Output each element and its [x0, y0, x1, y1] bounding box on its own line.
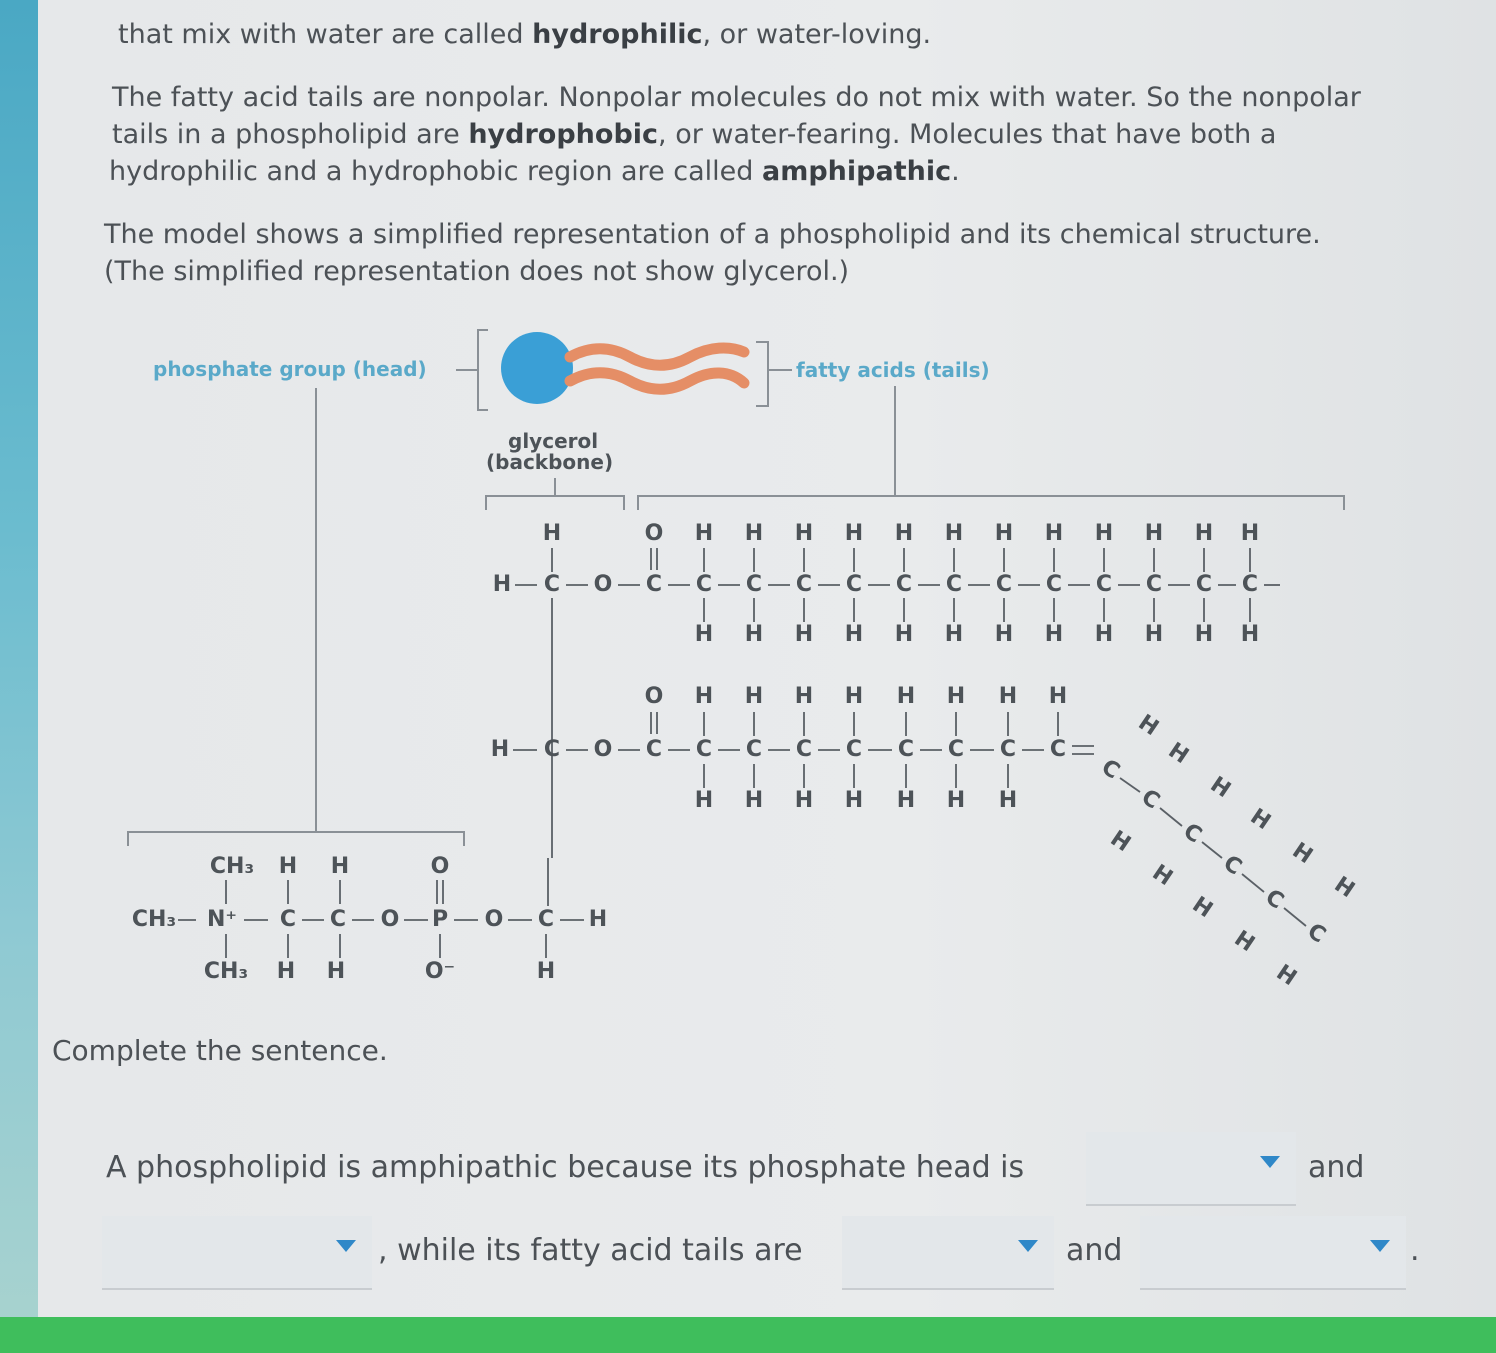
atom-C: C	[1178, 818, 1206, 849]
term-amphipathic: amphipathic	[761, 156, 952, 187]
atom-H: H	[744, 521, 764, 546]
atom-C: C	[543, 737, 561, 762]
intro-text: The model shows a simplified representation of a phospholipid and its chemical structure.	[104, 219, 1321, 250]
atom-C: C	[279, 907, 297, 932]
atom-C: C	[695, 572, 713, 597]
atom-C: C	[543, 572, 561, 597]
atom-H: H	[944, 622, 964, 647]
intro-text: (The simplified representation does not show glycerol.)	[104, 256, 850, 287]
label-glycerol-backbone: (backbone)	[486, 450, 614, 474]
atom-H: H	[536, 959, 556, 984]
chevron-down-icon	[1370, 1240, 1390, 1252]
atom-H: H	[1329, 872, 1359, 904]
atom-C: C	[745, 737, 763, 762]
atom-C: C	[645, 572, 663, 597]
atom-C: C	[1195, 572, 1213, 597]
atom-H: H	[1245, 804, 1275, 836]
sentence-and-1: and	[1308, 1150, 1365, 1185]
atom-H: H	[794, 684, 814, 709]
intro-text: The fatty acid tails are nonpolar. Nonpolar molecules do not mix with water. So the nonpolar	[112, 82, 1361, 113]
atom-H: H	[794, 788, 814, 813]
atom-H: H	[896, 684, 916, 709]
atom-C: C	[1145, 572, 1163, 597]
atom-H: H	[1229, 926, 1259, 958]
atom-H: H	[794, 521, 814, 546]
head-property-dropdown-2[interactable]	[102, 1216, 372, 1290]
sentence-and-2: and	[1066, 1233, 1123, 1268]
atom-H: H	[1094, 622, 1114, 647]
atom-C: C	[1218, 850, 1246, 881]
atom-H: H	[278, 854, 298, 879]
term-hydrophilic: hydrophilic	[532, 19, 703, 50]
label-fatty-acids: fatty acids (tails)	[796, 358, 990, 382]
atom-H: H	[1048, 684, 1068, 709]
atom-CH3: CH₃	[203, 959, 249, 984]
atom-C: C	[1241, 572, 1259, 597]
atom-H: H	[896, 788, 916, 813]
atom-H: H	[844, 622, 864, 647]
atom-C: C	[537, 907, 555, 932]
chevron-down-icon	[1018, 1240, 1038, 1252]
atom-C: C	[1045, 572, 1063, 597]
tail-property-dropdown-1[interactable]	[842, 1216, 1054, 1290]
atom-CH3: CH₃	[131, 907, 177, 932]
atom-C: C	[1049, 737, 1067, 762]
tail-property-dropdown-2[interactable]	[1140, 1216, 1406, 1290]
atom-O: O	[593, 572, 613, 597]
intro-text: tails in a phospholipid are	[112, 119, 469, 150]
atom-N: N⁺	[206, 907, 238, 932]
atom-C: C	[795, 737, 813, 762]
atom-H: H	[998, 788, 1018, 813]
atom-H: H	[794, 622, 814, 647]
atom-H: H	[1240, 521, 1260, 546]
atom-O: O	[430, 854, 450, 879]
atom-C: C	[329, 907, 347, 932]
atom-H: H	[490, 737, 510, 762]
atom-H: H	[492, 572, 512, 597]
atom-H: H	[1144, 622, 1164, 647]
atom-C: C	[1136, 784, 1164, 815]
atom-C: C	[695, 737, 713, 762]
atom-H: H	[894, 622, 914, 647]
atom-H: H	[1133, 710, 1163, 742]
atom-H: H	[694, 622, 714, 647]
atom-C: C	[1302, 918, 1330, 949]
atom-H: H	[1094, 521, 1114, 546]
head-property-dropdown-1[interactable]	[1086, 1132, 1296, 1206]
single-bond	[1284, 908, 1306, 926]
chevron-down-icon	[336, 1240, 356, 1252]
head-circle	[501, 332, 573, 404]
atom-H: H	[1044, 521, 1064, 546]
sentence-end: .	[1410, 1233, 1420, 1268]
atom-C: C	[795, 572, 813, 597]
atom-H: H	[694, 521, 714, 546]
atom-H: H	[1287, 838, 1317, 870]
term-hydrophobic: hydrophobic	[468, 119, 659, 150]
atom-H: H	[944, 521, 964, 546]
atom-H: H	[1144, 521, 1164, 546]
atom-H: H	[330, 854, 350, 879]
atom-H: H	[326, 959, 346, 984]
atom-H: H	[1163, 738, 1193, 770]
atom-H: H	[1044, 622, 1064, 647]
label-glycerol: glycerol	[508, 429, 599, 453]
prompt-text: Complete the sentence.	[52, 1034, 388, 1067]
bottom-bar	[0, 1317, 1496, 1353]
atom-C: C	[645, 737, 663, 762]
atom-H: H	[694, 684, 714, 709]
chevron-down-icon	[1260, 1156, 1280, 1168]
single-bond	[1242, 874, 1264, 892]
atom-C: C	[895, 572, 913, 597]
atom-Ominus: O⁻	[424, 959, 456, 984]
atom-H: H	[946, 684, 966, 709]
atom-C: C	[1096, 754, 1124, 785]
atom-H: H	[744, 788, 764, 813]
atom-C: C	[1260, 884, 1288, 915]
label-phosphate-head: phosphate group (head)	[153, 357, 427, 381]
atom-H: H	[1271, 960, 1301, 992]
atom-C: C	[945, 572, 963, 597]
tail-wave-2	[570, 373, 744, 390]
atom-C: C	[897, 737, 915, 762]
atom-H: H	[844, 788, 864, 813]
atom-H: H	[744, 684, 764, 709]
atom-O: O	[644, 521, 664, 546]
atom-H: H	[1147, 860, 1177, 892]
sentence-part-2: , while its fatty acid tails are	[378, 1233, 803, 1268]
atom-H: H	[542, 521, 562, 546]
intro-text: .	[951, 156, 960, 187]
atom-C: C	[845, 572, 863, 597]
atom-C: C	[1095, 572, 1113, 597]
single-bond	[1120, 778, 1140, 792]
atom-C: C	[999, 737, 1017, 762]
atom-H: H	[588, 907, 608, 932]
atom-P: P	[431, 907, 449, 932]
atom-C: C	[845, 737, 863, 762]
atom-C: C	[947, 737, 965, 762]
atom-O: O	[484, 907, 504, 932]
atom-H: H	[1194, 521, 1214, 546]
intro-text: , or water-loving.	[702, 19, 932, 50]
atom-H: H	[694, 788, 714, 813]
atom-H: H	[998, 684, 1018, 709]
atom-H: H	[744, 622, 764, 647]
atom-H: H	[1240, 622, 1260, 647]
atom-H: H	[1187, 892, 1217, 924]
atom-H: H	[1205, 772, 1235, 804]
atom-O: O	[593, 737, 613, 762]
single-bond	[1160, 808, 1182, 826]
atom-H: H	[844, 684, 864, 709]
atom-O: O	[380, 907, 400, 932]
intro-text: , or water-fearing. Molecules that have both a	[658, 119, 1277, 150]
intro-text: hydrophilic and a hydrophobic region are called	[109, 156, 762, 187]
sentence-part-1: A phospholipid is amphipathic because its phosphate head is	[106, 1150, 1025, 1185]
atom-H: H	[946, 788, 966, 813]
atom-C: C	[745, 572, 763, 597]
atom-H: H	[844, 521, 864, 546]
single-bond	[1202, 842, 1222, 858]
atom-H: H	[994, 622, 1014, 647]
atom-O: O	[644, 684, 664, 709]
atom-C: C	[995, 572, 1013, 597]
atom-H: H	[1194, 622, 1214, 647]
atom-CH3: CH₃	[209, 854, 255, 879]
atom-H: H	[894, 521, 914, 546]
atom-H: H	[994, 521, 1014, 546]
tail-wave-1	[570, 348, 744, 365]
atom-H: H	[1105, 826, 1135, 858]
intro-text: that mix with water are called	[118, 19, 533, 50]
atom-H: H	[276, 959, 296, 984]
